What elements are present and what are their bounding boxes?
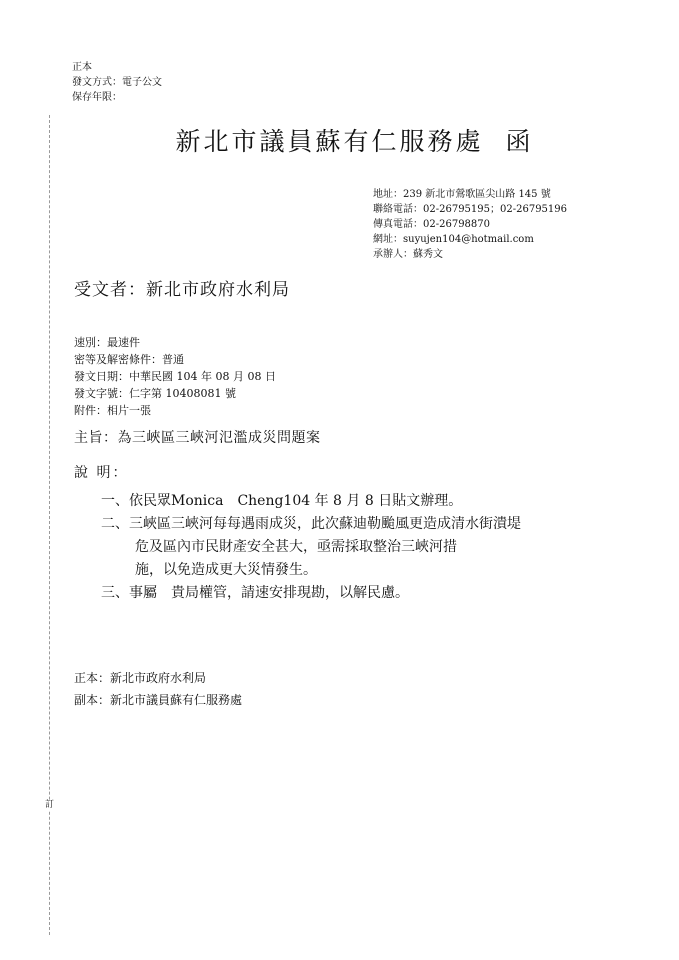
binding-mark: 訂 [45, 800, 55, 810]
contact-handler: 承辦人：蘇秀文 [373, 249, 443, 260]
field-date: 發文日期：中華民國 104 年 08 月 08 日 [74, 370, 276, 383]
explain-item-2-line-2: 危及區內市民財產安全甚大，亟需採取整治三峽河措 [135, 539, 457, 555]
send-method-label: 發文方式：電子公文 [72, 77, 162, 88]
explain-title: 說 明： [74, 465, 129, 481]
contact-fax: 傳真電話：02-26798870 [373, 219, 491, 230]
contact-block [373, 187, 567, 262]
contact-phone: 聯絡電話：02-26795195；02-26795196 [373, 204, 568, 215]
field-attachment: 附件：相片一張 [74, 404, 151, 417]
explain-item-2-line-1: 二、三峽區三峽河每每遇雨成災，此次蘇迪勒颱風更造成清水街潰堤 [101, 516, 521, 532]
field-security: 密等及解密條件：普通 [74, 353, 184, 366]
explain-item-3: 三、事屬 貴局權管，請速安排現勘，以解民慮。 [101, 585, 409, 601]
document-title [0, 122, 679, 158]
header-meta [72, 62, 162, 107]
title-suffix: 函 [505, 127, 534, 156]
contact-email: 網址：suyujen104@hotmail.com [373, 234, 534, 245]
explain-item-2-line-3: 施，以免造成更大災情發生。 [135, 562, 317, 578]
title-main: 新北市議員蘇有仁服務處 [175, 127, 484, 156]
binding-line [49, 115, 50, 935]
subject: 主旨：為三峽區三峽河氾濫成災問題案 [74, 430, 321, 446]
recipient: 受文者：新北市政府水利局 [74, 280, 290, 300]
field-number: 發文字號：仁字第 10408081 號 [74, 387, 236, 400]
copy-type-label: 正本 [72, 62, 92, 73]
doc-fields [74, 334, 276, 419]
retention-label: 保存年限： [72, 92, 122, 103]
field-speed: 速別：最速件 [74, 336, 140, 349]
footer-copy: 副本：新北市議員蘇有仁服務處 [74, 693, 243, 707]
explain-body [101, 490, 521, 605]
footer-original: 正本：新北市政府水利局 [74, 671, 207, 685]
contact-address: 地址：239 新北市鶯歌區尖山路 145 號 [373, 189, 551, 200]
distribution-footer [74, 667, 242, 711]
explain-item-1: 一、依民眾Monica Cheng104 年 8 月 8 日貼文辦理。 [101, 493, 463, 509]
